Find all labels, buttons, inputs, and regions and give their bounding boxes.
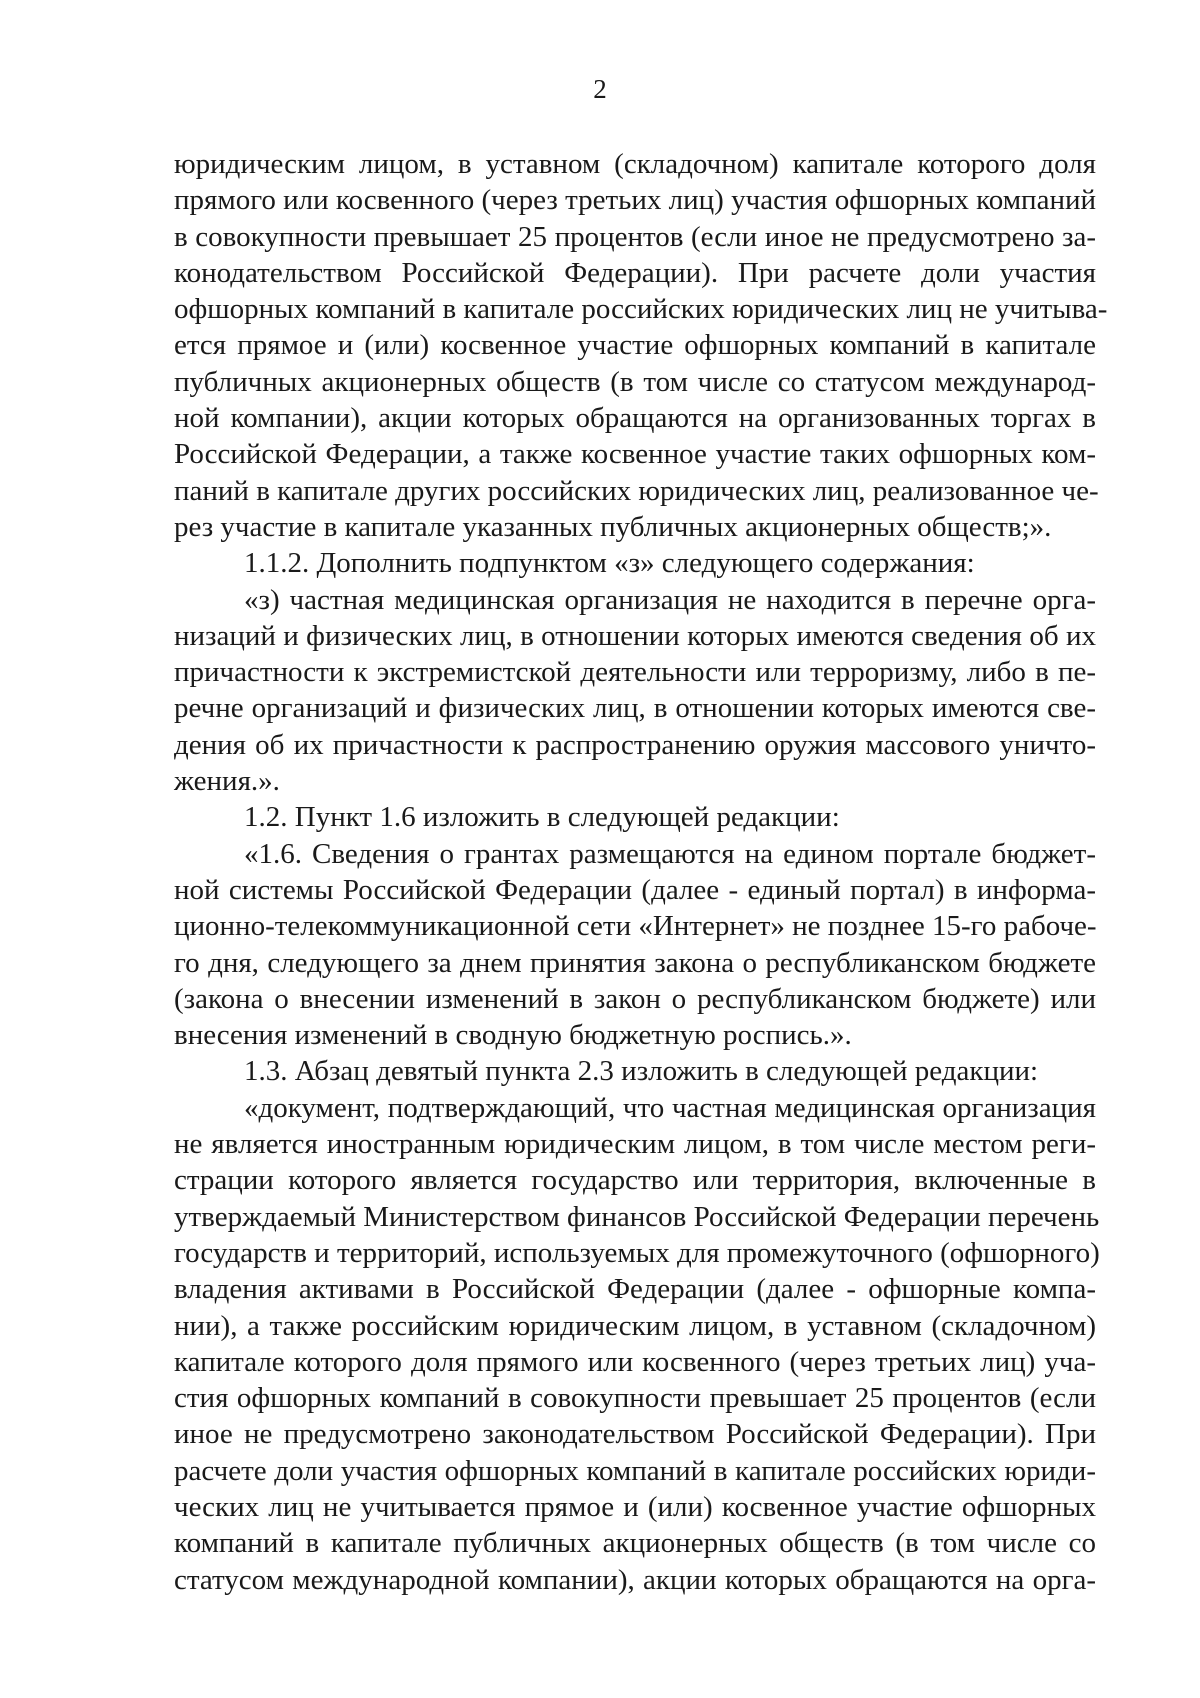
text-line: утверждаемый Министерством финансов Российской Федерации перечень — [174, 1200, 1100, 1233]
text-line: Российской Федерации, а также косвенное участие таких офшорных ком- — [174, 438, 1096, 471]
page-number: 2 — [593, 74, 607, 104]
text-line: иное не предусмотрено законодательством Российской Федерации). При — [174, 1418, 1096, 1451]
text-line: (закона о внесении изменений в закон о республиканском бюджете) или — [174, 982, 1096, 1015]
text-line: ной компании), акции которых обращаются на организованных торгах в — [174, 402, 1096, 435]
text-line: страции которого является государство или территория, включенные в — [174, 1164, 1096, 1197]
text-line: публичных акционерных обществ (в том числе со статусом международ- — [174, 365, 1096, 398]
text-line: ной системы Российской Федерации (далее - единый портал) в информа- — [174, 873, 1096, 906]
text-line: 1.1.2. Дополнить подпунктом «з» следующего содержания: — [244, 547, 975, 580]
text-line: 1.2. Пункт 1.6 изложить в следующей редакции: — [244, 801, 840, 834]
document-body — [174, 146, 1108, 1598]
text-line: офшорных компаний в капитале российских юридических лиц не учитыва- — [174, 293, 1108, 326]
text-line: нии), а также российским юридическим лицом, в уставном (складочном) — [174, 1309, 1096, 1342]
text-line: «з) частная медицинская организация не находится в перечне орга- — [244, 583, 1096, 616]
text-line: компаний в капитале публичных акционерных обществ (в том числе со — [174, 1527, 1096, 1560]
text-line: 1.3. Абзац девятый пункта 2.3 изложить в следующей редакции: — [244, 1055, 1039, 1088]
text-line: рез участие в капитале указанных публичных акционерных обществ;». — [174, 510, 1052, 543]
text-line: «1.6. Сведения о грантах размещаются на едином портале бюджет- — [244, 837, 1096, 870]
text-line: владения активами в Российской Федерации (далее - офшорные компа- — [174, 1273, 1096, 1306]
text-line: ческих лиц не учитывается прямое и (или) косвенное участие офшорных — [174, 1490, 1096, 1523]
text-line: расчете доли участия офшорных компаний в капитале российских юриди- — [174, 1454, 1096, 1487]
text-line: дения об их причастности к распространению оружия массового уничто- — [174, 728, 1096, 761]
text-line: паний в капитале других российских юридических лиц, реализованное че- — [174, 474, 1099, 507]
text-line: в совокупности превышает 25 процентов (если иное не предусмотрено за- — [174, 220, 1096, 253]
text-line: ется прямое и (или) косвенное участие офшорных компаний в капитале — [174, 329, 1096, 362]
text-line: низаций и физических лиц, в отношении которых имеются сведения об их — [174, 619, 1096, 652]
text-line: речне организаций и физических лиц, в отношении которых имеются све- — [174, 692, 1096, 725]
text-line: юридическим лицом, в уставном (складочном) капитале которого доля — [174, 148, 1096, 180]
text-line: го дня, следующего за днем принятия закона о республиканском бюджете — [174, 946, 1096, 979]
text-line: статусом международной компании), акции которых обращаются на орга- — [174, 1563, 1096, 1596]
text-line: жения.». — [174, 765, 280, 798]
text-line: внесения изменений в сводную бюджетную роспись.». — [174, 1019, 852, 1052]
text-line: государств и территорий, используемых для промежуточного (офшорного) — [174, 1236, 1100, 1269]
text-line: стия офшорных компаний в совокупности превышает 25 процентов (если — [174, 1382, 1096, 1415]
text-line: ционно-телекоммуникационной сети «Интернет» не позднее 15-го рабоче- — [174, 910, 1097, 943]
text-line: конодательством Российской Федерации). При расчете доли участия — [174, 256, 1096, 289]
text-line: капитале которого доля прямого или косвенного (через третьих лиц) уча- — [174, 1345, 1096, 1378]
text-line: не является иностранным юридическим лицом, в том числе местом реги- — [174, 1128, 1096, 1161]
text-line: причастности к экстремистской деятельности или терроризму, либо в пе- — [174, 656, 1096, 689]
text-line: прямого или косвенного (через третьих лиц) участия офшорных компаний — [174, 184, 1096, 217]
text-line: «документ, подтверждающий, что частная медицинская организация — [244, 1091, 1096, 1124]
